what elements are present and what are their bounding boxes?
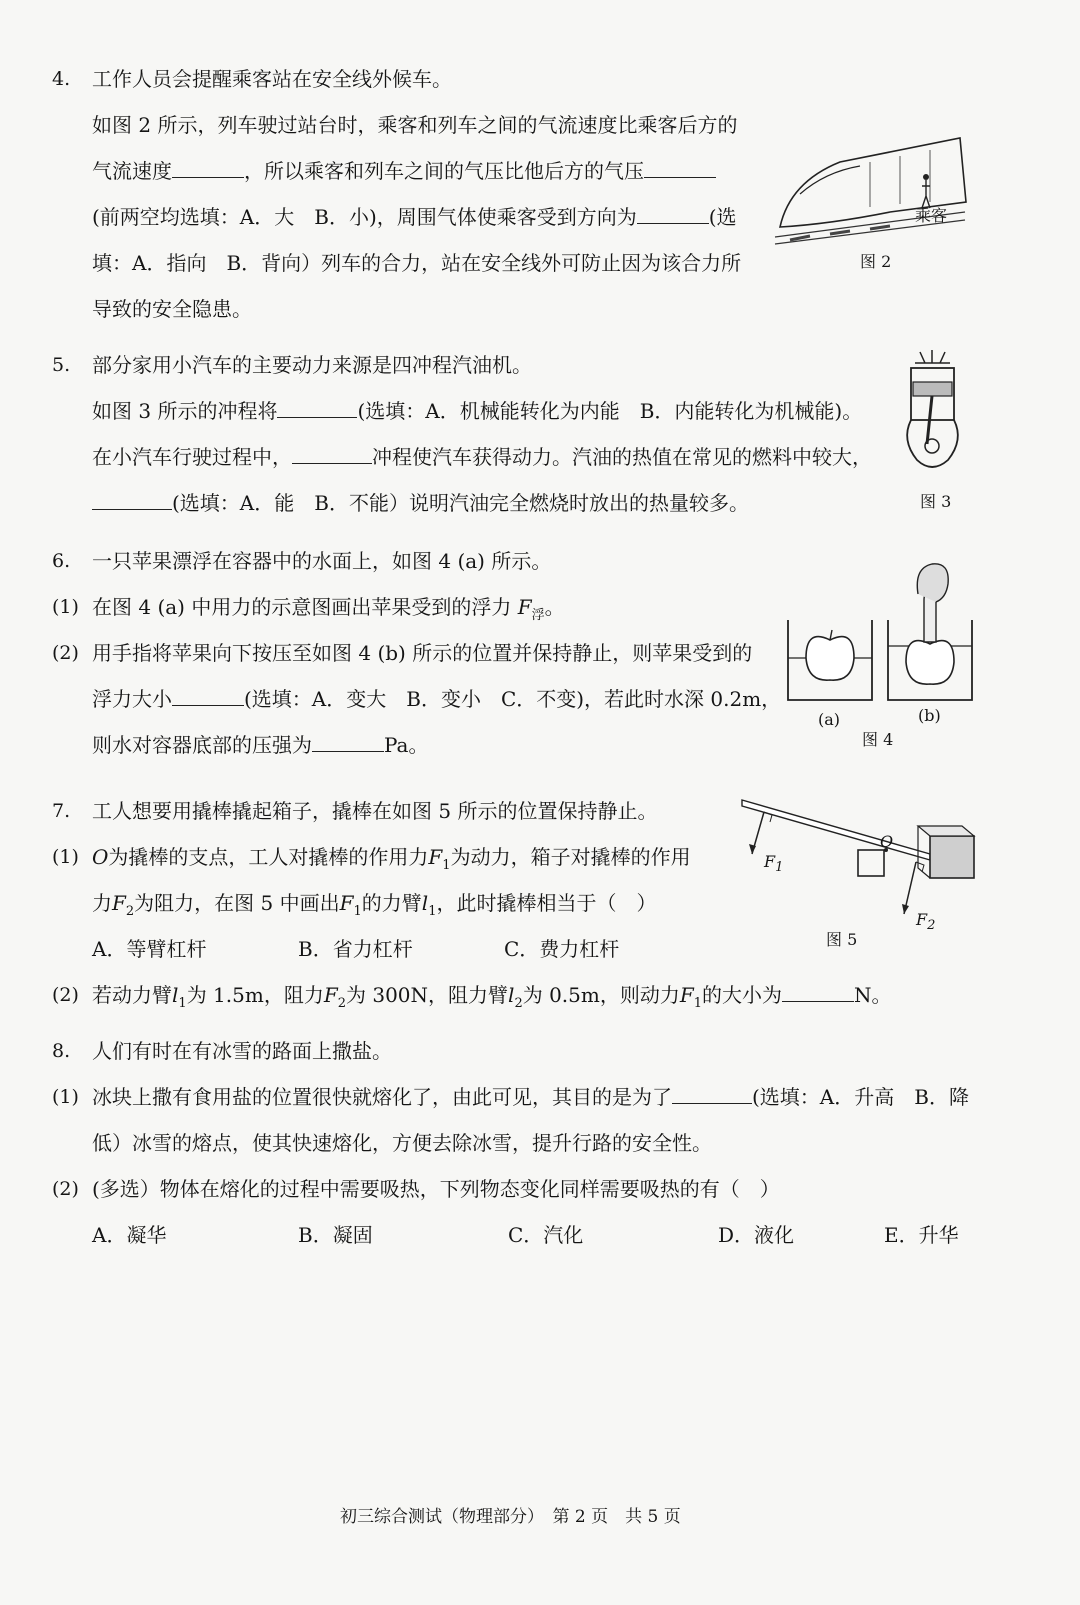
q5-blank1[interactable] xyxy=(277,399,357,418)
q7-optA[interactable]: A．等臂杠杆 xyxy=(92,937,207,961)
q7-p2-F2: F xyxy=(323,983,338,1007)
q5-line2a: 在小汽车行驶过程中， xyxy=(92,445,292,469)
page-footer: 初三综合测试（物理部分） 第 2 页 共 5 页 xyxy=(340,1507,681,1527)
q6-p2-line1: 用手指将苹果向下按压至如图 4 (b) 所示的位置并保持静止，则苹果受到的 xyxy=(92,641,753,665)
q7-p2f: N。 xyxy=(854,983,892,1007)
q8-blank1[interactable] xyxy=(672,1085,752,1104)
q7-p1-line2c: 的力臂 xyxy=(361,891,422,915)
q5-line3-text: (选填：A．能 B．不能）说明汽油完全燃烧时放出的热量较多。 xyxy=(172,491,749,515)
q7-F1-symbol-2: F xyxy=(339,891,354,915)
q8-number: 8. xyxy=(52,1040,71,1062)
q4-line3b: (选 xyxy=(708,205,737,229)
fig5-F1-sub: 1 xyxy=(775,860,784,876)
q4-line2b: ，所以乘客和列车之间的气压比他后方的气压 xyxy=(244,159,644,183)
container-b xyxy=(888,564,972,700)
q8-p2-text: (多选）物体在熔化的过程中需要吸热，下列物态变化同样需要吸热的有（ ） xyxy=(92,1177,780,1201)
q7-p2-F1: F xyxy=(679,983,694,1007)
fig3-caption: 图 3 xyxy=(920,492,952,511)
q7-p1-number: (1) xyxy=(52,846,79,868)
q5-line2 xyxy=(92,444,872,470)
q4-line3a: (前两空均选填：A．大 B．小)，周围气体使乘客受到方向为 xyxy=(92,205,637,229)
q7-p2 xyxy=(92,982,892,1017)
q7-p1-line1b: 为动力，箱子对撬棒的作用 xyxy=(450,845,691,869)
q8-stem: 人们有时在有冰雪的路面上撒盐。 xyxy=(92,1039,392,1063)
q5-stem: 部分家用小汽车的主要动力来源是四冲程汽油机。 xyxy=(92,353,532,377)
q7-p1-line1 xyxy=(92,844,691,879)
fig5-F1-label xyxy=(764,852,783,878)
q4-number: 4. xyxy=(52,68,71,90)
fig5-O-label: O xyxy=(880,832,894,851)
q6-p1-subscript: 浮 xyxy=(531,608,545,623)
q6-blank1[interactable] xyxy=(172,687,244,706)
q7-p1-line2a: 力 xyxy=(92,891,112,915)
fig2-caption: 图 2 xyxy=(860,252,892,271)
q8-p1-line1 xyxy=(92,1084,969,1110)
q7-p1-line2d: ，此时撬棒相当于（ ） xyxy=(436,891,657,915)
container-a xyxy=(788,620,872,700)
q5-blank3[interactable] xyxy=(92,491,172,510)
q5-blank2[interactable] xyxy=(292,445,372,464)
q6-p1-symbol: F xyxy=(517,595,532,619)
q5-line3 xyxy=(92,490,749,516)
q7-number: 7. xyxy=(52,800,71,822)
q7-stem: 工人想要用撬棒撬起箱子，撬棒在如图 5 所示的位置保持静止。 xyxy=(92,799,658,823)
q5-line1 xyxy=(92,398,862,424)
q4-line5: 导致的安全隐患。 xyxy=(92,297,252,321)
q7-F1-sub: 1 xyxy=(442,858,451,873)
q4-line4: 填：A．指向 B．背向）列车的合力，站在安全线外可防止因为该合力所 xyxy=(92,251,742,275)
hand-icon xyxy=(917,564,948,642)
q7-F1-symbol: F xyxy=(428,845,443,869)
q6-number: 6. xyxy=(52,550,71,572)
q7-p2-l1-sub: 1 xyxy=(178,996,187,1011)
q7-p1-line2 xyxy=(92,890,656,925)
q8-optA[interactable]: A．凝华 xyxy=(92,1223,167,1247)
q7-optB[interactable]: B．省力杠杆 xyxy=(298,937,413,961)
q4-line3 xyxy=(92,204,737,230)
q8-optB[interactable]: B．凝固 xyxy=(298,1223,373,1247)
q7-l1-sub: 1 xyxy=(428,904,437,919)
q7-p2c: 为 300N，阻力臂 xyxy=(346,983,509,1007)
q6-p2-line2 xyxy=(92,686,781,712)
q7-p2b: 为 1.5m，阻力 xyxy=(186,983,324,1007)
q8-optD[interactable]: D．液化 xyxy=(718,1223,795,1247)
q4-blank2[interactable] xyxy=(644,159,716,178)
q6-blank2[interactable] xyxy=(312,733,384,752)
q7-p2e: 的大小为 xyxy=(702,983,783,1007)
q7-p2-l1: l xyxy=(172,983,179,1007)
q6-p2-line3b: Pa。 xyxy=(384,733,429,757)
q7-F1-sub-2: 1 xyxy=(353,904,362,919)
q4-line1: 如图 2 所示，列车驶过站台时，乘客和列车之间的气流速度比乘客后方的 xyxy=(92,113,738,137)
q7-p2-F1-sub: 1 xyxy=(693,996,703,1011)
q6-p1 xyxy=(92,594,565,629)
q6-p1-number: (1) xyxy=(52,596,79,618)
q7-p1-line2b: 为阻力，在图 5 中画出 xyxy=(134,891,340,915)
fig5-F2-letter: F xyxy=(916,910,928,929)
q7-p2a: 若动力臂 xyxy=(92,983,172,1007)
apple-b-icon xyxy=(906,641,954,685)
q7-F2-symbol: F xyxy=(112,891,126,915)
q7-p2-number: (2) xyxy=(52,984,79,1006)
fig5-F2-sub: 2 xyxy=(927,918,936,934)
fig4-label-a: (a) xyxy=(818,710,841,729)
q7-O-symbol: O xyxy=(92,845,109,869)
q7-p2-l2: l xyxy=(508,983,515,1007)
engine-figure xyxy=(895,348,970,478)
q6-p2-line2a: 浮力大小 xyxy=(92,687,172,711)
apple-a-icon xyxy=(806,630,854,680)
q6-p2-line3a: 则水对容器底部的压强为 xyxy=(92,733,312,757)
q7-F2-sub: 2 xyxy=(125,904,135,919)
train-figure xyxy=(770,132,970,247)
q7-p2d: 为 0.5m，则动力 xyxy=(522,983,680,1007)
q8-p1-number: (1) xyxy=(52,1086,79,1108)
q6-p2-number: (2) xyxy=(52,642,79,664)
q7-optC[interactable]: C．费力杠杆 xyxy=(504,937,620,961)
q8-p1-line2: 低）冰雪的熔点，使其快速熔化，方便去除冰雪，提升行路的安全性。 xyxy=(92,1131,712,1155)
fig4-label-b: (b) xyxy=(918,706,941,725)
q8-p2-number: (2) xyxy=(52,1178,79,1200)
box-icon xyxy=(918,826,974,878)
q8-p1-line1b: (选填：A．升高 B．降 xyxy=(752,1085,969,1109)
q7-p2-l2-sub: 2 xyxy=(514,996,523,1011)
q4-line2 xyxy=(92,158,716,184)
q8-optC[interactable]: C．汽化 xyxy=(508,1223,584,1247)
q7-blank1[interactable] xyxy=(782,983,854,1002)
q8-optE[interactable]: E．升华 xyxy=(884,1223,959,1247)
q4-stem: 工作人员会提醒乘客站在安全线外候车。 xyxy=(92,67,452,91)
fig5-F1-letter: F xyxy=(764,852,776,871)
passenger-label: 乘客 xyxy=(915,206,948,225)
q7-p1-line1a: 为撬棒的支点，工人对撬棒的作用力 xyxy=(108,845,429,869)
fig5-caption: 图 5 xyxy=(826,930,858,949)
q8-p1-line1a: 冰块上撒有食用盐的位置很快就熔化了，由此可见，其目的是为了 xyxy=(92,1085,672,1109)
fig4-caption: 图 4 xyxy=(862,730,894,749)
q4-blank1[interactable] xyxy=(172,159,244,178)
q6-p1-text: 在图 4 (a) 中用力的示意图画出苹果受到的浮力 xyxy=(92,595,512,619)
q6-p2-line2b: (选填：A．变大 B．变小 C．不变)，若此时水深 0.2m， xyxy=(244,687,782,711)
q4-line2a: 气流速度 xyxy=(92,159,172,183)
fig5-F2-label xyxy=(916,910,935,936)
q6-p2-line3 xyxy=(92,732,428,758)
q6-stem: 一只苹果漂浮在容器中的水面上，如图 4 (a) 所示。 xyxy=(92,549,552,573)
q7-l1-symbol: l xyxy=(421,891,429,915)
q4-blank3[interactable] xyxy=(637,205,709,224)
q5-line1a: 如图 3 所示的冲程将 xyxy=(92,399,278,423)
q6-p1-end: 。 xyxy=(544,595,565,619)
passenger-icon xyxy=(922,174,930,208)
fulcrum-block xyxy=(858,850,884,876)
q5-number: 5. xyxy=(52,354,71,376)
q5-line2b: 冲程使汽车获得动力。汽油的热值在常见的燃料中较大， xyxy=(372,445,872,469)
q7-p2-F2-sub: 2 xyxy=(337,996,346,1011)
q5-line1b: (选填：A．机械能转化为内能 B．内能转化为机械能)。 xyxy=(357,399,863,423)
apple-figures xyxy=(784,558,979,708)
